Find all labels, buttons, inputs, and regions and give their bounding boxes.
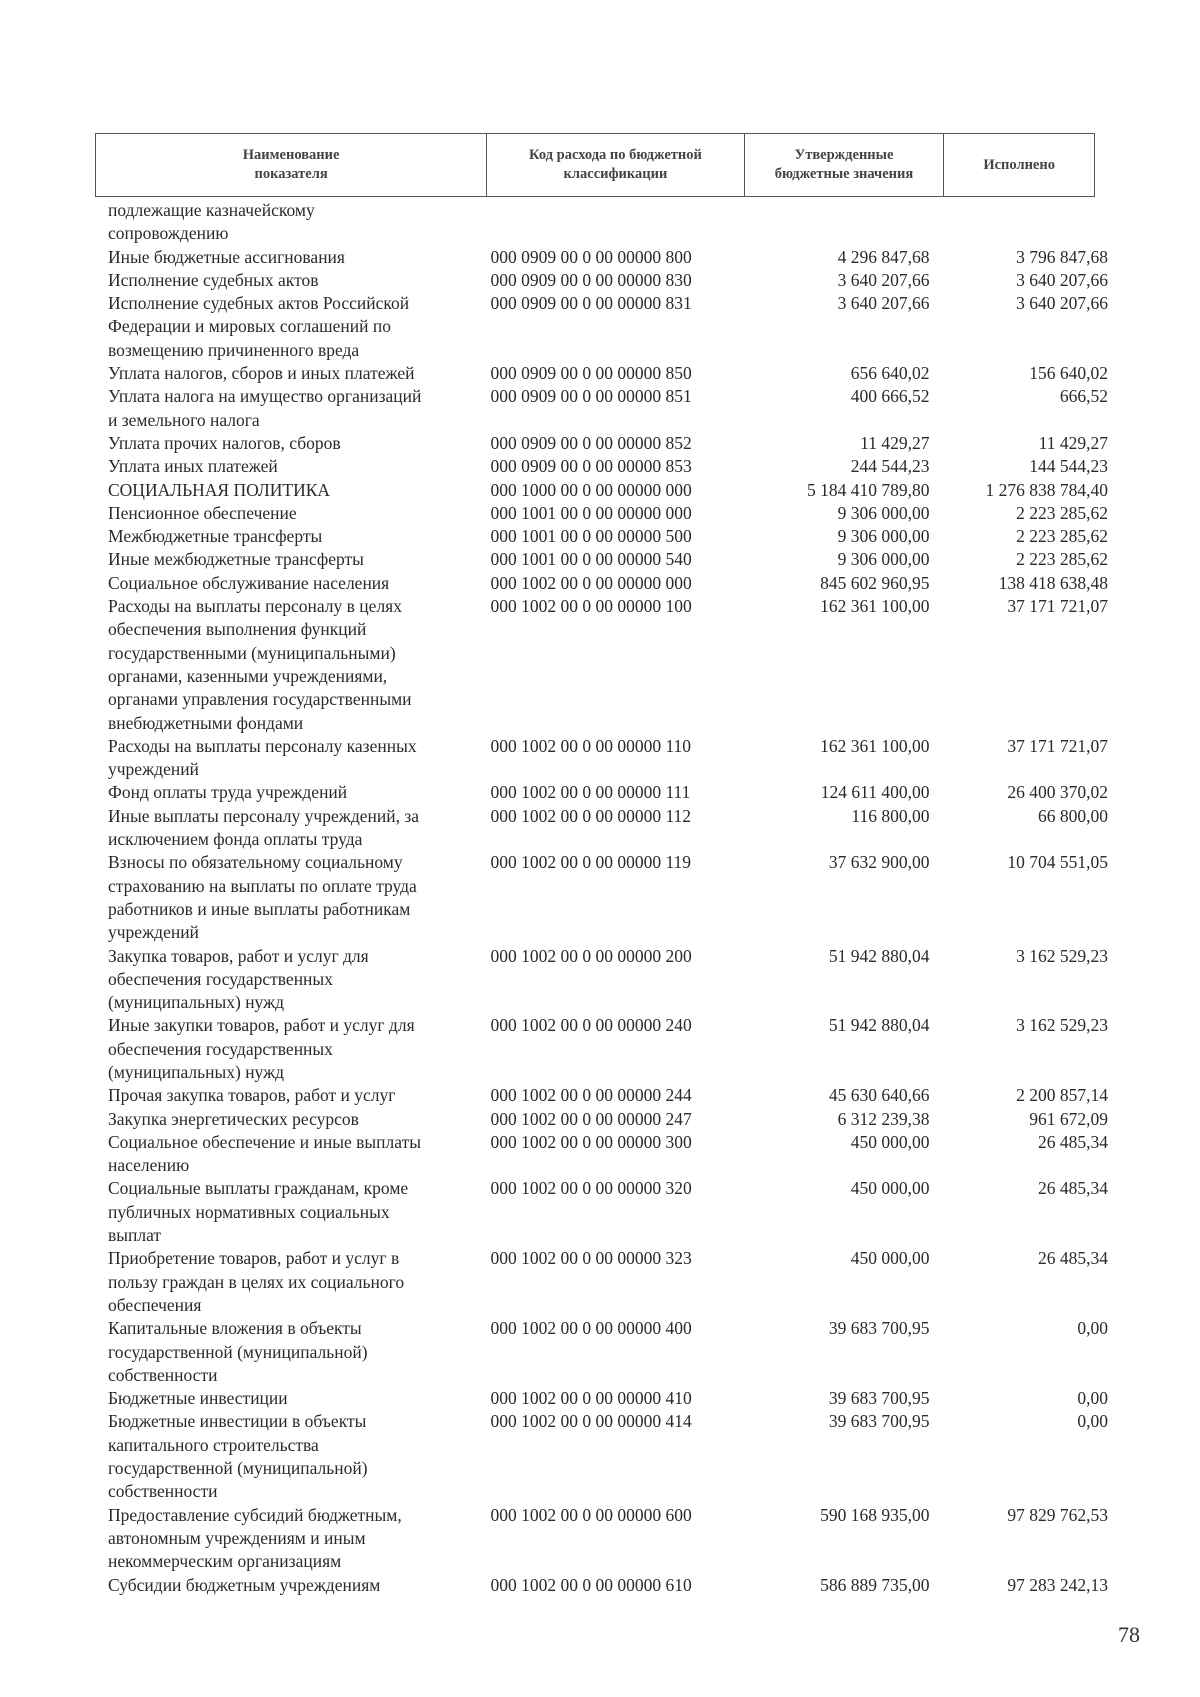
- row-name: Приобретение товаров, работ и услуг в пользу граждан в целях их социального обеспечения: [108, 1248, 405, 1315]
- row-name: Иные бюджетные ассигнования: [108, 246, 345, 267]
- row-approved: 51 942 880,04: [828, 1015, 930, 1036]
- table-row: [108, 1387, 1108, 1410]
- row-code: 000 1002 00 0 00 00000 320: [490, 1178, 692, 1199]
- row-executed: 3 640 207,66: [1016, 269, 1108, 290]
- row-executed: 0,00: [1077, 1318, 1108, 1339]
- table-row: [108, 805, 1108, 852]
- row-executed: 138 418 638,48: [998, 572, 1108, 593]
- row-name: Уплата иных платежей: [108, 456, 278, 477]
- row-code: 000 1002 00 0 00 00000 247: [490, 1108, 692, 1129]
- row-code: 000 0909 00 0 00 00000 853: [490, 456, 692, 477]
- header-name: Наименование показателя: [96, 134, 487, 196]
- row-code: 000 1001 00 0 00 00000 500: [490, 526, 692, 547]
- row-name: Бюджетные инвестиции: [108, 1388, 288, 1409]
- row-executed: 26 485,34: [1038, 1131, 1108, 1152]
- table-row: [108, 385, 1108, 432]
- row-approved: 9 306 000,00: [837, 502, 930, 523]
- row-executed: 144 544,23: [1029, 456, 1108, 477]
- row-code: 000 1000 00 0 00 00000 000: [490, 479, 692, 500]
- table-row: [108, 1504, 1108, 1574]
- table-row: [108, 1317, 1108, 1387]
- row-name: Закупка товаров, работ и услуг для обеспечения государственных (муниципальных) нужд: [108, 945, 369, 1013]
- table-body: [108, 199, 1108, 1597]
- row-executed: 26 485,34: [1038, 1248, 1108, 1269]
- row-executed: 0,00: [1077, 1411, 1108, 1432]
- row-approved: 162 361 100,00: [820, 596, 930, 617]
- row-code: 000 1002 00 0 00 00000 100: [490, 596, 692, 617]
- row-code: 000 1002 00 0 00 00000 200: [490, 945, 692, 966]
- row-approved: 590 168 935,00: [820, 1504, 930, 1525]
- row-approved: 5 184 410 789,80: [806, 479, 930, 500]
- row-approved: 124 611 400,00: [820, 782, 930, 803]
- row-code: 000 1002 00 0 00 00000 600: [490, 1504, 692, 1525]
- header-approved: Утвержденные бюджетные значения: [745, 134, 945, 196]
- row-code: 000 1002 00 0 00 00000 240: [490, 1015, 692, 1036]
- table-row: [108, 432, 1108, 455]
- row-code: 000 1002 00 0 00 00000 610: [490, 1574, 692, 1595]
- row-name: Уплата налогов, сборов и иных платежей: [108, 363, 415, 384]
- row-name: Исполнение судебных актов: [108, 269, 319, 290]
- header-code: Код расхода по бюджетной классификации: [487, 134, 744, 196]
- row-executed: 156 640,02: [1029, 363, 1108, 384]
- row-code: 000 0909 00 0 00 00000 851: [490, 386, 692, 407]
- table-row: [108, 781, 1108, 804]
- row-executed: 666,52: [1059, 386, 1108, 407]
- row-approved: 4 296 847,68: [837, 246, 930, 267]
- table-row: [108, 269, 1108, 292]
- row-name: Закупка энергетических ресурсов: [108, 1108, 359, 1129]
- table-row: [108, 851, 1108, 944]
- row-approved: 37 632 900,00: [828, 852, 930, 873]
- row-code: 000 0909 00 0 00 00000 800: [490, 246, 692, 267]
- row-name: Фонд оплаты труда учреждений: [108, 782, 348, 803]
- table-row: [108, 1108, 1108, 1131]
- table-row: [108, 502, 1108, 525]
- row-name: Межбюджетные трансферты: [108, 526, 323, 547]
- row-approved: [734, 199, 929, 246]
- row-executed: [929, 199, 1108, 246]
- row-code: 000 1002 00 0 00 00000 414: [490, 1411, 692, 1432]
- row-name: Расходы на выплаты персоналу казенных учреждений: [108, 735, 417, 780]
- row-approved: 450 000,00: [850, 1178, 930, 1199]
- table-header: [95, 133, 1095, 197]
- row-executed: 2 223 285,62: [1016, 526, 1108, 547]
- row-approved: 45 630 640,66: [828, 1085, 930, 1106]
- row-executed: 3 162 529,23: [1016, 945, 1108, 966]
- row-code: 000 1002 00 0 00 00000 300: [490, 1131, 692, 1152]
- row-executed: 2 223 285,62: [1016, 549, 1108, 570]
- row-executed: 10 704 551,05: [1007, 852, 1108, 873]
- row-executed: 3 640 207,66: [1016, 293, 1108, 314]
- row-approved: 9 306 000,00: [837, 526, 930, 547]
- row-approved: 162 361 100,00: [820, 735, 930, 756]
- row-executed: 37 171 721,07: [1007, 596, 1108, 617]
- row-executed: 26 485,34: [1038, 1178, 1108, 1199]
- table-row: [108, 595, 1108, 735]
- row-name: Социальное обеспечение и иные выплаты населению: [108, 1131, 422, 1176]
- table-row: [108, 525, 1108, 548]
- table-row: [108, 572, 1108, 595]
- row-name: Пенсионное обеспечение: [108, 502, 297, 523]
- table-row: [108, 1247, 1108, 1317]
- row-executed: 26 400 370,02: [1007, 782, 1108, 803]
- table-row: [108, 548, 1108, 571]
- row-executed: 97 283 242,13: [1007, 1574, 1108, 1595]
- row-executed: 0,00: [1077, 1388, 1108, 1409]
- row-executed: 1 276 838 784,40: [985, 479, 1108, 500]
- table-row: [108, 1014, 1108, 1084]
- row-executed: 97 829 762,53: [1007, 1504, 1108, 1525]
- table-row: [108, 199, 1108, 246]
- row-name: Субсидии бюджетным учреждениям: [108, 1574, 381, 1595]
- row-executed: 3 162 529,23: [1016, 1015, 1108, 1036]
- table-row: [108, 362, 1108, 385]
- table-row: [108, 1084, 1108, 1107]
- row-code: 000 1002 00 0 00 00000 323: [490, 1248, 692, 1269]
- row-code: 000 1002 00 0 00 00000 410: [490, 1388, 692, 1409]
- table-row: [108, 292, 1108, 362]
- table-row: [108, 945, 1108, 1015]
- row-approved: 450 000,00: [850, 1131, 930, 1152]
- row-approved: 11 429,27: [860, 432, 930, 453]
- row-name: Расходы на выплаты персоналу в целях обеспечения выполнения функций государственными (муниципальными) органами, казенными учреждениями, органами управления государственными внебюджетными фондами: [108, 596, 412, 733]
- row-code: 000 1001 00 0 00 00000 540: [490, 549, 692, 570]
- row-code: 000 1002 00 0 00 00000 110: [490, 735, 692, 756]
- row-executed: 37 171 721,07: [1007, 735, 1108, 756]
- row-approved: 39 683 700,95: [828, 1411, 930, 1432]
- row-approved: 9 306 000,00: [837, 549, 930, 570]
- table-row: [108, 479, 1108, 502]
- row-code: 000 1002 00 0 00 00000 400: [490, 1318, 692, 1339]
- row-code: 000 1002 00 0 00 00000 244: [490, 1085, 692, 1106]
- row-name: Иные закупки товаров, работ и услуг для обеспечения государственных (муниципальных) нужд: [108, 1015, 415, 1082]
- row-name: Уплата прочих налогов, сборов: [108, 432, 341, 453]
- header-executed: Исполнено: [983, 156, 1055, 173]
- row-code: [490, 199, 734, 246]
- row-executed: 961 672,09: [1029, 1108, 1108, 1129]
- row-executed: 11 429,27: [1038, 432, 1108, 453]
- row-approved: 6 312 239,38: [837, 1108, 930, 1129]
- page-number: 78: [1118, 1622, 1140, 1647]
- row-approved: 656 640,02: [850, 363, 930, 384]
- row-name: СОЦИАЛЬНАЯ ПОЛИТИКА: [108, 479, 331, 500]
- row-code: 000 1002 00 0 00 00000 000: [490, 572, 692, 593]
- row-code: 000 0909 00 0 00 00000 831: [490, 293, 692, 314]
- row-name: Социальные выплаты гражданам, кроме публичных нормативных социальных выплат: [108, 1178, 409, 1246]
- row-code: 000 1001 00 0 00 00000 000: [490, 502, 692, 523]
- row-approved: 845 602 960,95: [820, 572, 930, 593]
- table-row: [108, 1410, 1108, 1503]
- row-code: 000 0909 00 0 00 00000 850: [490, 363, 692, 384]
- row-approved: 51 942 880,04: [828, 945, 930, 966]
- row-approved: 39 683 700,95: [828, 1318, 930, 1339]
- table-row: [108, 1177, 1108, 1247]
- table-row: [108, 246, 1108, 269]
- table-row: [108, 1574, 1108, 1597]
- row-name: Иные выплаты персоналу учреждений, за исключением фонда оплаты труда: [108, 805, 420, 850]
- row-approved: 116 800,00: [851, 805, 930, 826]
- row-name: Социальное обслуживание населения: [108, 572, 390, 593]
- row-code: 000 1002 00 0 00 00000 111: [490, 782, 691, 803]
- row-approved: 3 640 207,66: [837, 269, 930, 290]
- row-name: Взносы по обязательному социальному страхованию на выплаты по оплате труда работников и иные выплаты работникам учреждений: [108, 852, 417, 943]
- row-code: 000 1002 00 0 00 00000 112: [490, 805, 692, 826]
- table-row: [108, 455, 1108, 478]
- row-executed: 2 200 857,14: [1016, 1085, 1108, 1106]
- row-approved: 244 544,23: [850, 456, 930, 477]
- row-approved: 400 666,52: [850, 386, 930, 407]
- row-name: Иные межбюджетные трансферты: [108, 549, 364, 570]
- row-name: Исполнение судебных актов Российской Федерации и мировых соглашений по возмещению причиненного вреда: [108, 293, 410, 360]
- table-row: [108, 1131, 1108, 1178]
- row-name: Уплата налога на имущество организаций и земельного налога: [108, 386, 422, 430]
- row-name: подлежащие казначейскому сопровождению: [108, 200, 315, 244]
- row-name: Капитальные вложения в объекты государственной (муниципальной) собственности: [108, 1318, 368, 1385]
- row-approved: 39 683 700,95: [828, 1388, 930, 1409]
- row-approved: 586 889 735,00: [820, 1574, 930, 1595]
- row-approved: 3 640 207,66: [837, 293, 930, 314]
- row-code: 000 1002 00 0 00 00000 119: [490, 852, 692, 873]
- table-row: [108, 735, 1108, 782]
- row-code: 000 0909 00 0 00 00000 852: [490, 432, 692, 453]
- row-name: Предоставление субсидий бюджетным, автономным учреждениям и иным некоммерческим организациям: [108, 1504, 402, 1572]
- row-name: Бюджетные инвестиции в объекты капитального строительства государственной (муниципальной) собственности: [108, 1411, 368, 1502]
- row-name: Прочая закупка товаров, работ и услуг: [108, 1085, 396, 1106]
- row-executed: 66 800,00: [1038, 805, 1108, 826]
- row-approved: 450 000,00: [850, 1248, 930, 1269]
- row-executed: 3 796 847,68: [1016, 246, 1108, 267]
- row-code: 000 0909 00 0 00 00000 830: [490, 269, 692, 290]
- row-executed: 2 223 285,62: [1016, 502, 1108, 523]
